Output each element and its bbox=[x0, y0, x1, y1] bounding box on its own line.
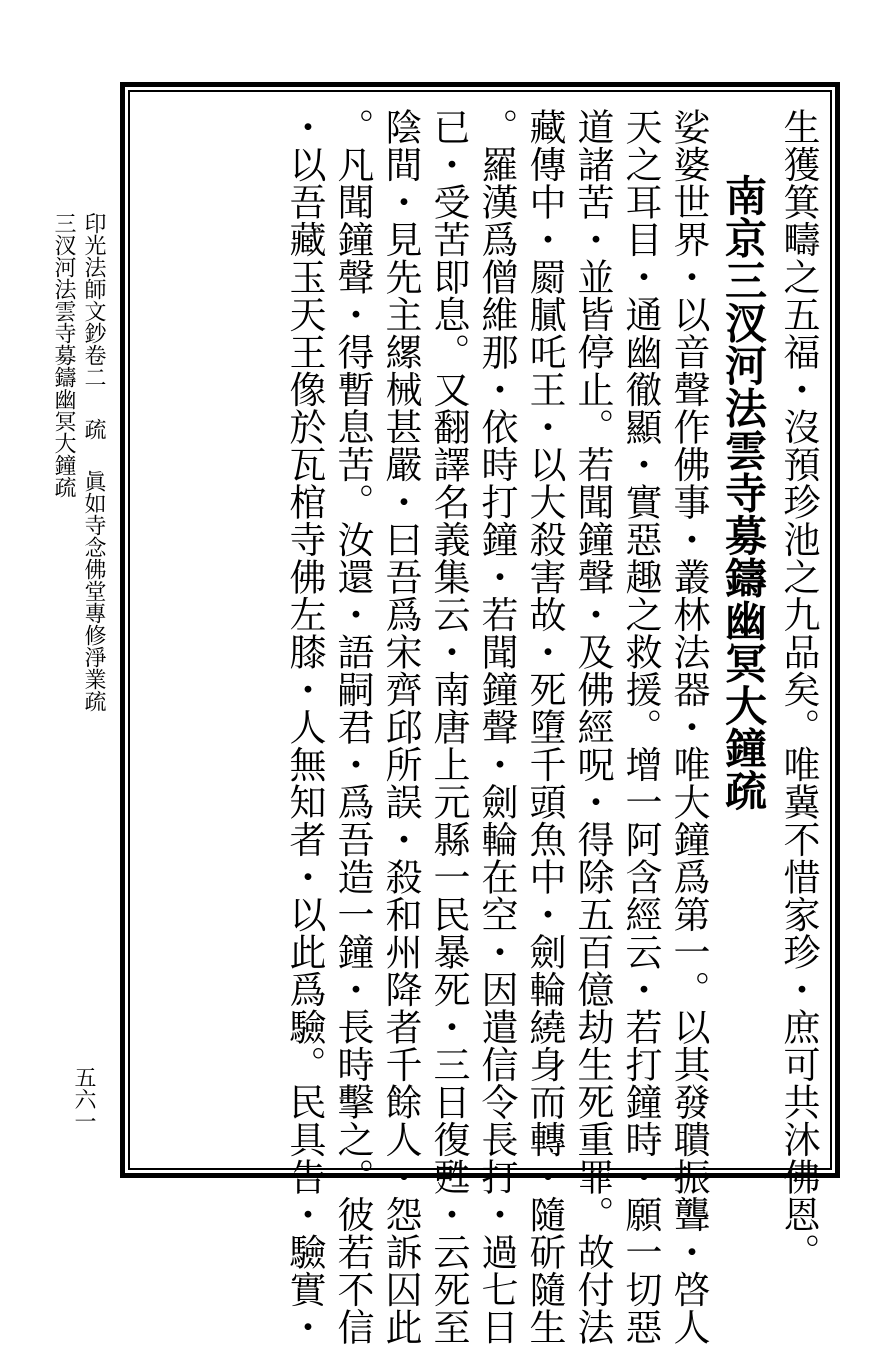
text-column: 生獲箕疇之五福・沒預珍池之九品矣。唯冀不惜家珍・庶可共沐佛恩。 bbox=[777, 108, 820, 1271]
document-title: 南京三汊河法雲寺募鑄幽冥大鐘疏 bbox=[719, 174, 768, 812]
section-label: 疏 bbox=[81, 418, 106, 440]
text-column: 娑婆世界・以音聲作佛事・叢林法器・唯大鐘爲第一。以其發聵振聾・啓人 bbox=[667, 108, 710, 1346]
page-number: 五六一 bbox=[71, 1066, 96, 1132]
text-column: 。羅漢爲僧維那・依時打鐘・若聞鐘聲・劍輪在空・因遣信令長打・過七日 bbox=[475, 108, 518, 1346]
main-text bbox=[142, 108, 822, 1346]
text-column: 陰間・見先主縲械甚嚴・曰吾爲宋齊邱所誤・殺和州降者千餘人・怨訴囚此 bbox=[379, 108, 422, 1346]
document-ref-1: 眞如寺念佛堂專修淨業疏 bbox=[81, 470, 106, 712]
text-column: 天之耳目・通幽徹顯・實惡趣之救援。增一阿含經云・若打鐘時・願一切惡 bbox=[619, 108, 662, 1346]
text-column: 道諸苦・並皆停止。若聞鐘聲・及佛經呪・得除五百億劫生死重罪。故付法 bbox=[571, 108, 614, 1346]
text-column: 。凡聞鐘聲・得暫息苦。汝還・語嗣君・爲吾造一鐘・長時擊之。彼若不信 bbox=[331, 108, 374, 1346]
text-column: ・以吾藏玉天王像於瓦棺寺佛左膝・人無知者・以此爲驗。民具告・驗實・ bbox=[283, 108, 326, 1346]
text-column: 已・受苦即息。又翻譯名義集云・南唐上元縣一民暴死・三日復甦・云死至 bbox=[427, 108, 470, 1346]
text-column: 藏傳中・罽膩吒王・以大殺害故・死墮千頭魚中・劍輪繞身而轉・隨斫隨生 bbox=[523, 108, 566, 1346]
book-title: 印光法師文鈔卷二 bbox=[81, 212, 106, 388]
document-ref-2: 三汊河法雲寺募鑄幽冥大鐘疏 bbox=[51, 212, 76, 498]
running-header bbox=[51, 212, 108, 992]
